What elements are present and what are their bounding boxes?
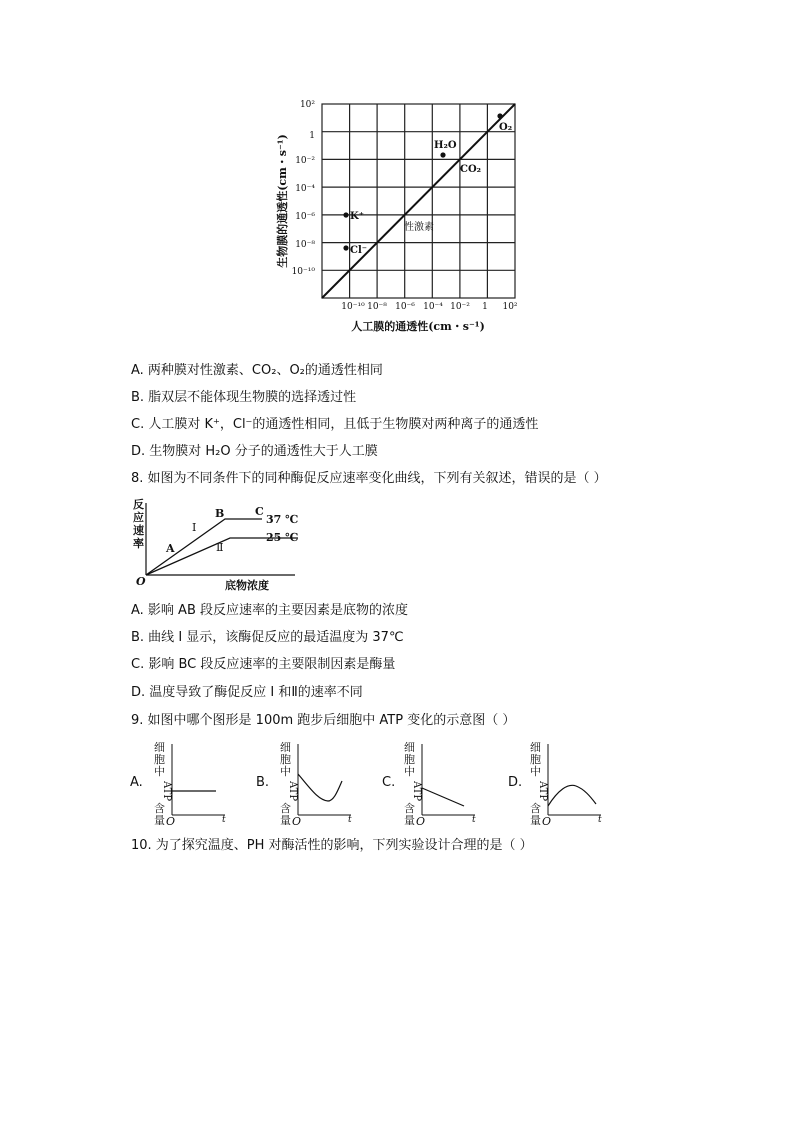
y-label-char: 速 [133,524,144,537]
ylabel-char: 量 [280,814,291,827]
point-k [343,212,348,217]
curve-i [146,519,262,575]
origin-label: O [542,815,552,828]
ylabel-char: 胞 [404,753,415,766]
ylabel-atp: ATP [161,781,172,802]
ylabel-char: 细 [404,741,415,754]
y-tick: 10⁻⁴ [295,184,315,194]
enzyme-rate-chart [130,495,315,595]
permeability-chart [270,95,530,340]
label-curve-ii: Ⅱ [216,541,224,554]
point-o2 [497,113,502,118]
ylabel-char: 量 [154,814,165,827]
label-curve-i: Ⅰ [192,521,197,534]
ylabel-char: 中 [154,765,165,778]
q7-option-c: C. 人工膜对 K⁺，Cl⁻的通透性相同，且低于生物膜对两种离子的通透性 [131,417,539,432]
ylabel-char: 量 [530,814,541,827]
q8-stem: 8. 如图为不同条件下的同种酶促反应速率变化曲线，下列有关叙述，错误的是（ ） [131,471,607,486]
point-cl [343,245,348,250]
y-tick: 10² [299,100,315,110]
q8-option-b: B. 曲线 I 显示，该酶促反应的最适温度为 37℃ [131,630,404,645]
point-label-h2o: H₂O [434,140,457,151]
q7-option-a: A. 两种膜对性激素、CO₂、O₂的通透性相同 [131,363,383,378]
ylabel-char: 细 [530,741,541,754]
origin-label: O [136,575,146,588]
q9-graph-d [526,738,611,828]
y-label-char: 反 [133,498,144,511]
point-label-cl: Cl⁻ [350,245,368,256]
y-label-char: 率 [133,537,144,550]
curve-decreasing [422,788,464,806]
origin-label: O [292,815,302,828]
x-var: t [222,815,226,825]
curve-dip-then-rise [298,774,342,801]
q8-option-c: C. 影响 BC 段反应速率的主要限制因素是酶量 [131,657,396,672]
ylabel-char: 含 [154,802,165,815]
ylabel-char: 中 [530,765,541,778]
curve-rise-then-fall [548,785,596,806]
origin-label: O [416,815,426,828]
ylabel-char: 中 [280,765,291,778]
q9-stem: 9. 如图中哪个图形是 100m 跑步后细胞中 ATP 变化的示意图（ ） [131,713,516,728]
ylabel-char: 胞 [530,753,541,766]
ylabel-char: 中 [404,765,415,778]
x-axis-title: 底物浓度 [225,579,269,592]
ylabel-char: 胞 [280,753,291,766]
y-tick: 10⁻² [295,156,315,166]
q10-stem: 10. 为了探究温度、PH 对酶活性的影响，下列实验设计合理的是（ ） [131,838,533,853]
series-25c: 25 ℃ [266,531,299,544]
equal-permeability-line [322,104,515,298]
q9-choice-b-letter: B. [256,775,270,790]
y-axis-title: 生物膜的通透性(cm・s⁻¹) [276,134,289,268]
point-label-k: K⁺ [350,211,364,222]
origin-label: O [166,815,176,828]
ylabel-char: 细 [154,741,165,754]
x-axis-title: 人工膜的通透性(cm・s⁻¹) [351,320,485,333]
x-tick: 10⁻¹⁰ [341,302,365,312]
ylabel-char: 含 [404,802,415,815]
x-var: t [472,815,476,825]
x-tick: 10² [502,302,518,312]
x-var: t [598,815,602,825]
ylabel-char: 胞 [154,753,165,766]
q9-choice-c-letter: C. [382,775,396,790]
y-tick: 1 [309,131,315,141]
label-b: B [215,507,225,520]
x-tick: 10⁻⁶ [395,302,415,312]
ylabel-atp: ATP [537,781,548,802]
q8-option-d: D. 温度导致了酶促反应 I 和Ⅱ的速率不同 [131,685,363,700]
series-37c: 37 ℃ [266,513,299,526]
ylabel-atp: ATP [287,781,298,802]
ylabel-char: 量 [404,814,415,827]
x-var: t [348,815,352,825]
ylabel-char: 细 [280,741,291,754]
ylabel-atp: ATP [411,781,422,802]
point-label-o2: O₂ [499,122,513,133]
label-a: A [166,542,175,555]
x-tick: 10⁻⁴ [423,302,443,312]
point-label-co2: CO₂ [460,164,482,175]
q9-graph-b [276,738,361,828]
q8-option-a: A. 影响 AB 段反应速率的主要因素是底物的浓度 [131,603,409,618]
point-h2o [440,152,445,157]
label-c: C [255,505,264,518]
line-label-sex-hormone: 性激素 [404,222,434,233]
q7-option-d: D. 生物膜对 H₂O 分子的通透性大于人工膜 [131,444,378,459]
ylabel-char: 含 [530,802,541,815]
x-tick: 10⁻² [450,302,470,312]
q9-choice-a-letter: A. [130,775,143,790]
x-tick: 1 [482,302,488,312]
q7-option-b: B. 脂双层不能体现生物膜的选择透过性 [131,390,357,405]
q9-graph-a [150,738,235,828]
y-tick: 10⁻⁶ [295,212,315,222]
q9-choice-d-letter: D. [508,775,523,790]
x-tick: 10⁻⁸ [367,302,387,312]
y-label-char: 应 [133,511,144,524]
q9-graph-c [400,738,485,828]
ylabel-char: 含 [280,802,291,815]
y-tick: 10⁻¹⁰ [291,267,315,277]
y-tick: 10⁻⁸ [295,240,315,250]
